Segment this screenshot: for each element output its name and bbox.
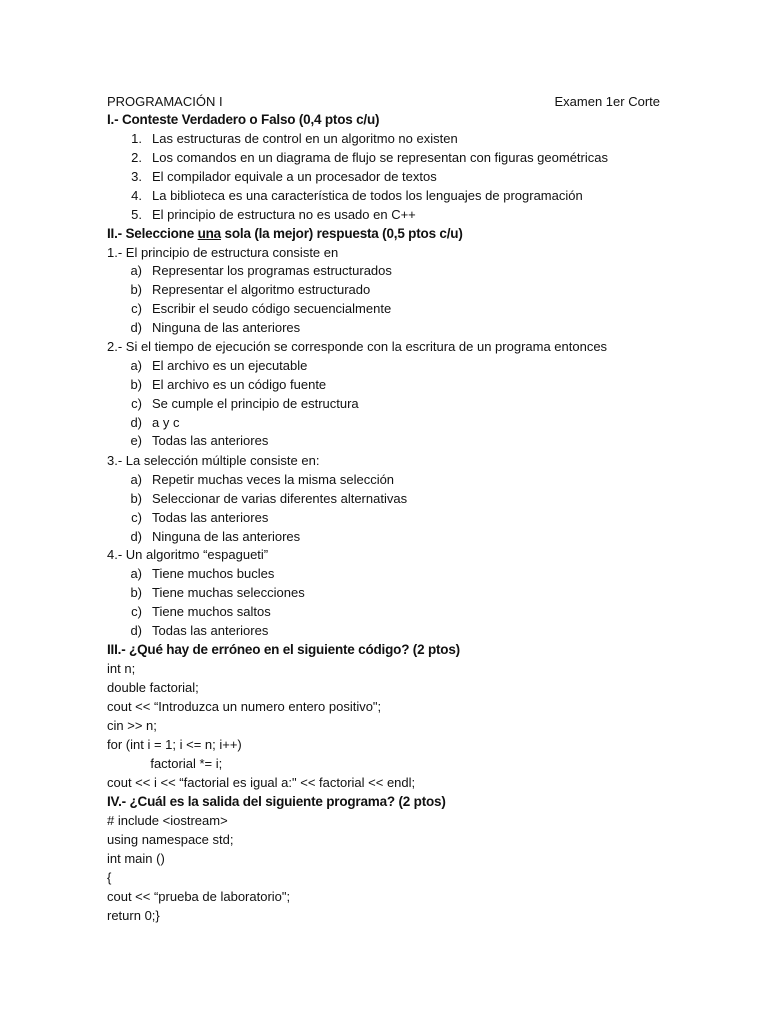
code-line: { bbox=[107, 870, 112, 885]
q3-option-a: Repetir muchas veces la misma selección bbox=[152, 472, 395, 487]
q2-option-a-mark: a) bbox=[130, 358, 142, 373]
code-line: using namespace std; bbox=[107, 832, 234, 847]
question-1: 1.- El principio de estructura consiste en bbox=[107, 245, 339, 260]
code-line: cout << “prueba de laboratorio"; bbox=[107, 889, 291, 904]
code-line: cin >> n; bbox=[107, 718, 157, 733]
code-line: return 0;} bbox=[107, 908, 160, 923]
code-line: cout << i << “factorial es igual a:" << factorial << endl; bbox=[107, 775, 416, 790]
q1-option-a-mark: a) bbox=[130, 263, 142, 278]
q2-option-d-mark: d) bbox=[130, 415, 142, 430]
tf-item-3-mark: 3. bbox=[131, 169, 142, 184]
code-line: for (int i = 1; i <= n; i++) bbox=[107, 737, 242, 752]
q1-option-a: Representar los programas estructurados bbox=[152, 263, 392, 278]
q2-option-d: a y c bbox=[152, 415, 180, 430]
section2-title-post: sola (la mejor) respuesta (0,5 ptos c/u) bbox=[221, 226, 463, 241]
q4-option-b: Tiene muchas selecciones bbox=[152, 585, 305, 600]
q4-option-b-mark: b) bbox=[130, 585, 142, 600]
q4-option-d-mark: d) bbox=[130, 623, 142, 638]
section2-title bbox=[107, 225, 463, 243]
code-line: cout << “Introduzca un numero entero positivo"; bbox=[107, 699, 382, 714]
q3-option-b: Seleccionar de varias diferentes alternativas bbox=[152, 491, 408, 506]
q1-option-c-mark: c) bbox=[131, 301, 142, 316]
q4-option-a: Tiene muchos bucles bbox=[152, 566, 275, 581]
q4-option-c-mark: c) bbox=[131, 604, 142, 619]
tf-item-1: Las estructuras de control en un algoritmo no existen bbox=[152, 131, 458, 146]
course-title: PROGRAMACIÓN I bbox=[107, 94, 223, 109]
q3-option-c: Todas las anteriores bbox=[152, 510, 269, 525]
tf-item-2: Los comandos en un diagrama de flujo se representan con figuras geométricas bbox=[152, 150, 608, 165]
section2-title-underlined: una bbox=[197, 226, 221, 241]
question-4: 4.- Un algoritmo “espagueti” bbox=[107, 547, 269, 562]
tf-item-4-mark: 4. bbox=[131, 188, 142, 203]
q3-option-b-mark: b) bbox=[130, 491, 142, 506]
tf-item-5: El principio de estructura no es usado en C++ bbox=[152, 207, 416, 222]
q1-option-d-mark: d) bbox=[130, 320, 142, 335]
code-line: # include <iostream> bbox=[107, 813, 228, 828]
tf-item-5-mark: 5. bbox=[131, 207, 142, 222]
q3-option-c-mark: c) bbox=[131, 510, 142, 525]
q2-option-c: Se cumple el principio de estructura bbox=[152, 396, 359, 411]
code-line: int main () bbox=[107, 851, 165, 866]
q4-option-a-mark: a) bbox=[130, 566, 142, 581]
question-3: 3.- La selección múltiple consiste en: bbox=[107, 453, 320, 468]
code-line: int n; bbox=[107, 661, 136, 676]
q2-option-b-mark: b) bbox=[130, 377, 142, 392]
section3-title: III.- ¿Qué hay de erróneo en el siguiente código? (2 ptos) bbox=[107, 642, 460, 657]
question-2: 2.- Si el tiempo de ejecución se corresponde con la escritura de un programa entonces bbox=[107, 339, 608, 354]
q2-option-e: Todas las anteriores bbox=[152, 433, 269, 448]
tf-item-4: La biblioteca es una característica de todos los lenguajes de programación bbox=[152, 188, 583, 203]
tf-item-1-mark: 1. bbox=[131, 131, 142, 146]
q4-option-d: Todas las anteriores bbox=[152, 623, 269, 638]
q2-option-a: El archivo es un ejecutable bbox=[152, 358, 308, 373]
tf-item-2-mark: 2. bbox=[131, 150, 142, 165]
section2-title-pre: II.- Seleccione bbox=[107, 226, 198, 241]
q3-option-a-mark: a) bbox=[130, 472, 142, 487]
q2-option-c-mark: c) bbox=[131, 396, 142, 411]
q1-option-b-mark: b) bbox=[130, 282, 142, 297]
exam-title: Examen 1er Corte bbox=[554, 94, 660, 109]
q3-option-d: Ninguna de las anteriores bbox=[152, 529, 301, 544]
q4-option-c: Tiene muchos saltos bbox=[152, 604, 271, 619]
q2-option-e-mark: e) bbox=[130, 433, 142, 448]
q2-option-b: El archivo es un código fuente bbox=[152, 377, 327, 392]
section1-title: I.- Conteste Verdadero o Falso (0,4 ptos c/u) bbox=[107, 112, 380, 127]
tf-item-3: El compilador equivale a un procesador de textos bbox=[152, 169, 437, 184]
q1-option-b: Representar el algoritmo estructurado bbox=[152, 282, 371, 297]
q1-option-d: Ninguna de las anteriores bbox=[152, 320, 301, 335]
section4-title: IV.- ¿Cuál es la salida del siguiente programa? (2 ptos) bbox=[107, 794, 446, 809]
q3-option-d-mark: d) bbox=[130, 529, 142, 544]
code-line: factorial *= i; bbox=[107, 756, 223, 771]
q1-option-c: Escribir el seudo código secuencialmente bbox=[152, 301, 392, 316]
code-line: double factorial; bbox=[107, 680, 199, 695]
